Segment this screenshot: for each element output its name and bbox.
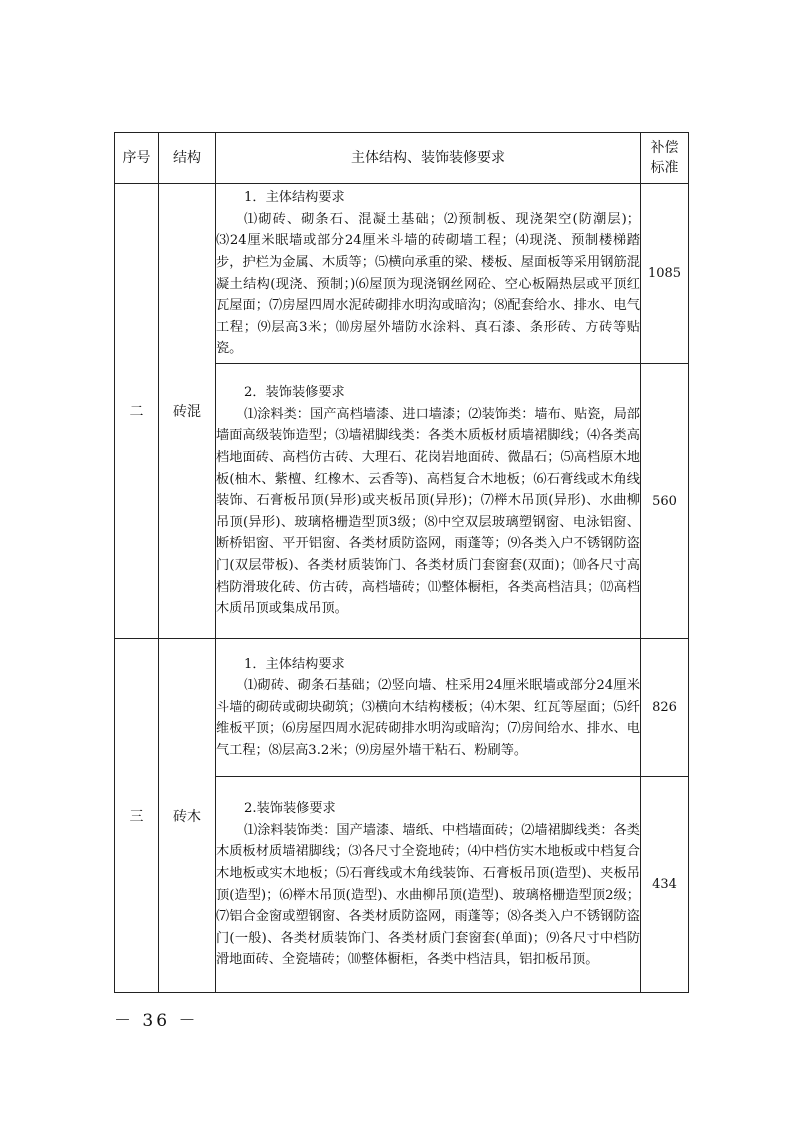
- requirement-title: 1．主体结构要求: [244, 656, 345, 672]
- requirement-body: ⑴涂料类：国产高档墙漆、进口墙漆；⑵装饰类：墙布、贴瓷，局部墙面高级装饰造型；⑶墙裙脚线类：各类木质板材质墙裙脚线；⑷各类高档地面砖、高档仿古砖、大理石、花岗岩地面砖、微晶石；⑸高档原木地板(柚木、紫檀、红橡木、云香等)、高档复合木地板；⑹石膏线或木角线装饰、石膏板吊顶(异形)或夹板吊顶(异形)；⑺榉木吊顶(异形)、水曲柳吊顶(异形)、玻璃格栅造型顶3级；⑻中空双层玻璃塑钢窗、电泳铝窗、断桥铝窗、平开铝窗、各类材质防盗网，雨蓬等；⑼各类入户不锈钢防盗门(双层带板)、各类材质装饰门、各类材质门套窗套(双面)；⑽各尺寸高档防滑玻化砖、仿古砖，高档墙砖；⑾整体橱柜，各类高档洁具；⑿高档木质吊顶或集成吊顶。: [216, 406, 640, 617]
- header-requirements: 主体结构、装饰装修要求: [216, 133, 641, 184]
- group-no-2: 二: [115, 184, 159, 639]
- requirement-cell: [216, 777, 641, 993]
- group-no-3: 三: [115, 639, 159, 993]
- requirement-cell: [216, 639, 641, 777]
- table-header-row: [115, 133, 689, 184]
- group-structure-brick-concrete: 砖混: [159, 184, 216, 639]
- requirement-cell: [216, 184, 641, 364]
- compensation-table: [114, 132, 689, 993]
- table-row: [115, 184, 689, 364]
- group-structure-brick-wood: 砖木: [159, 639, 216, 993]
- requirement-title: 2.装饰装修要求: [244, 801, 336, 817]
- requirement-body: ⑴砌砖、砌条石基础；⑵竖向墙、柱采用24厘米眠墙或部分24厘米斗墙的砌砖或砌块砌筑；⑶横向木结构楼板；⑷木架、红瓦等屋面；⑸纤维板平顶；⑹房屋四周水泥砖砌排水明沟或暗沟；⑺房间给水、排水、电气工程；⑻层高3.2米；⑼房屋外墙干粘石、粉刷等。: [216, 678, 640, 758]
- standard-value: 560: [641, 364, 689, 639]
- requirement-title: 1．主体结构要求: [244, 190, 345, 206]
- header-standard: 补偿标准: [641, 133, 689, 184]
- requirement-body: ⑴砌砖、砌条石、混凝土基础；⑵预制板、现浇架空(防潮层)；⑶24厘米眠墙或部分24厘米斗墙的砖砌墙工程；⑷现浇、预制楼梯踏步，护栏为金属、木质等；⑸横向承重的梁、楼板、屋面板等采用钢筋混凝土结构(现浇、预制；)⑹屋顶为现浇钢丝网砼、空心板隔热层或平顶红瓦屋面；⑺房屋四周水泥砖砌排水明沟或暗沟；⑻配套给水、排水、电气工程；⑼层高3米；⑽房屋外墙防水涂料、真石漆、条形砖、方砖等贴瓷。: [216, 211, 640, 357]
- standard-value: 434: [641, 777, 689, 993]
- table-row: [115, 639, 689, 777]
- page-number: － 36 －: [114, 1011, 199, 1031]
- header-no: 序号: [115, 133, 159, 184]
- standard-value: 1085: [641, 184, 689, 364]
- requirement-cell: [216, 364, 641, 639]
- requirement-title: 2．装饰装修要求: [244, 385, 345, 401]
- header-structure: 结构: [159, 133, 216, 184]
- requirement-body: ⑴涂料装饰类：国产墙漆、墙纸、中档墙面砖；⑵墙裙脚线类：各类木质板材质墙裙脚线；⑶各尺寸全瓷地砖；⑷中档仿实木地板或中档复合木地板或实木地板；⑸石膏线或木角线装饰、石膏板吊顶(造型)、夹板吊顶(造型)；⑹榉木吊顶(造型)、水曲柳吊顶(造型)、玻璃格栅造型顶2级；⑺铝合金窗或塑钢窗、各类材质防盗网，雨蓬等；⑻各类入户不锈钢防盗门(一般)、各类材质装饰门、各类材质门套窗套(单面)；⑼各尺寸中档防滑地面砖、全瓷墙砖；⑽整体橱柜，各类中档洁具，铝扣板吊顶。: [216, 822, 640, 968]
- standard-value: 826: [641, 639, 689, 777]
